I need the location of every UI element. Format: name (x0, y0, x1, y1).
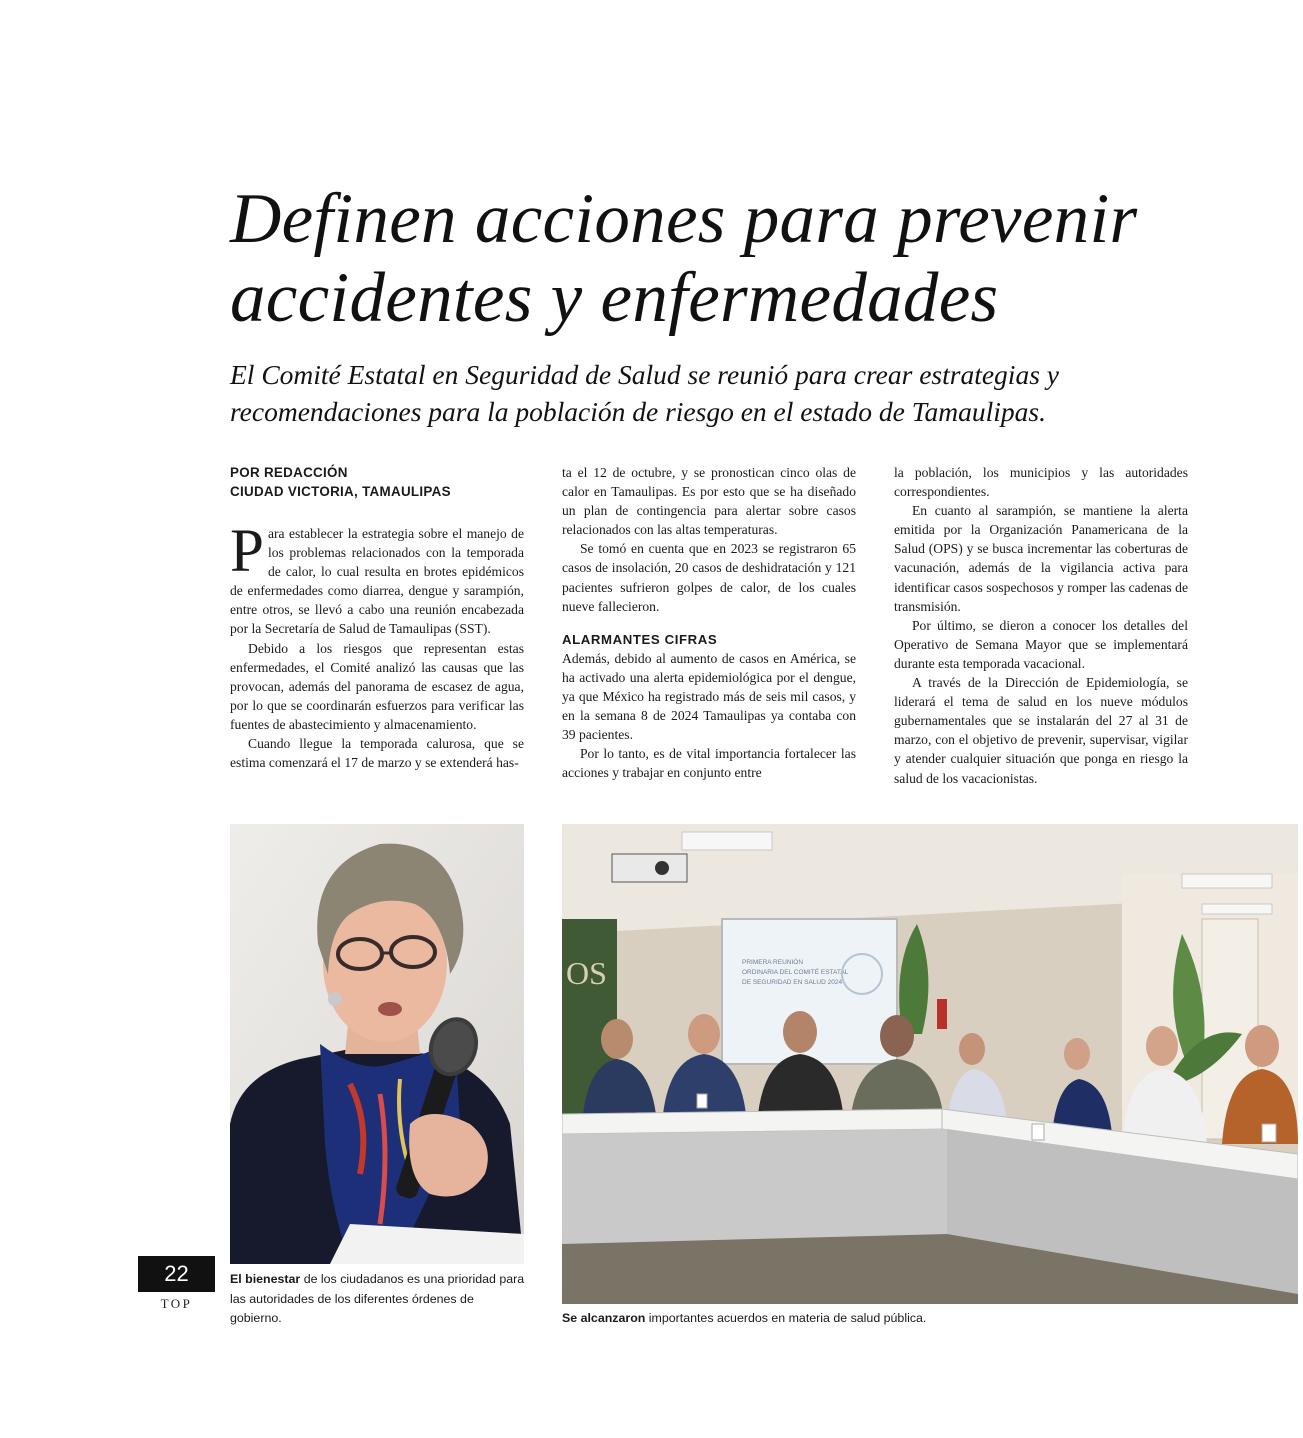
paragraph-9: A través de la Dirección de Epidemiología, se liderará el tema de salud en los nueve módulos gubernamentales que se instalarán del 27 al 31 de marzo, con el objetivo de prevenir, supervisar, vigilar y atender cualquier situación que ponga en riesgo la salud de los vacacionistas. (894, 675, 1188, 786)
paragraph-6-part-1: Por lo tanto, es de vital importancia fortalecer las acciones y trabajar en conjunto entre (562, 746, 856, 781)
paragraph-5: Además, debido al aumento de casos en América, se ha activado una alerta epidemiológica por el dengue, ya que México ha registrado más de seis mil casos, y en la semana 8 de 2024 Tamaulipas ya contaba con 39 pacientes. (562, 650, 856, 743)
paragraph-1-text: ara establecer la estrategia sobre el manejo de los problemas relacionados con la temporada de calor, lo cual resulta en brotes epidémicos de enfermedades como diarrea, dengue y sarampión, entre otros, se llevó a cabo una reunión encabezada por la Secretaría de Salud de Tamaulipas (SST). (230, 526, 524, 637)
paragraph-4: Se tomó en cuenta que en 2023 se registraron 65 casos de insolación, 20 casos de deshidratación y 121 pacientes sufrieron golpes de calor, de los cuales nueve fallecieron. (562, 541, 856, 614)
column-3 (894, 463, 1188, 788)
subhead-line-1: El Comité Estatal en Seguridad de Salud se reunió para crear estrategias y (230, 359, 1059, 390)
photo-meeting (562, 824, 1298, 1304)
caption-1-text: de los ciudadanos es una prioridad para las autoridades de los diferentes órdenes de gobierno. (230, 1272, 525, 1325)
paragraph-1 (230, 518, 524, 639)
paragraph-8: Por último, se dieron a conocer los detalles del Operativo de Semana Mayor que se implementará durante esta temporada vacacional. (894, 617, 1188, 671)
magazine-name: TOP (160, 1296, 193, 1311)
paragraph-3-part-2: ta el 12 de octubre, y se pronostican cinco olas de calor en Tamaulipas. Es por esto que se ha diseñado un plan de contingencia para alertar sobre casos relacionados con las altas temperaturas. (562, 465, 856, 538)
subheadline (230, 356, 1190, 430)
screen-line-1: PRIMERA REUNIÓN (742, 959, 804, 966)
byline-author: POR REDACCIÓN (230, 465, 348, 480)
drop-cap: P (230, 518, 264, 585)
headline (230, 180, 1230, 338)
headline-line-2: accidentes y enfermedades (230, 259, 999, 337)
caption-1-lead: El bienestar (230, 1272, 301, 1286)
column-2 (562, 463, 856, 782)
screen-line-2: ORDINARIA DEL COMITÉ ESTATAL (742, 969, 849, 976)
caption-photo-meeting (562, 1309, 1162, 1329)
byline-location: CIUDAD VICTORIA, TAMAULIPAS (230, 484, 451, 499)
wall-letters: OS (566, 955, 607, 991)
page-number: 22 (138, 1256, 215, 1292)
byline (230, 463, 524, 501)
paragraph-2: Debido a los riesgos que representan estas enfermedades, el Comité analizó las causas que las provocan, además del panorama de escasez de agua, por lo que se coordinarán esfuerzos para verificar las fuentes de abastecimiento y almacenamiento. (230, 640, 524, 732)
headline-line-1: Definen acciones para prevenir (230, 180, 1138, 258)
paragraph-3-part-1: Cuando llegue la temporada calurosa, que se estima comenzará el 17 de marzo y se extenderá has- (230, 736, 524, 771)
column-1 (230, 463, 524, 772)
screen-line-3: DE SEGURIDAD EN SALUD 2024 (742, 979, 843, 986)
caption-2-text: importantes acuerdos en materia de salud pública. (645, 1311, 927, 1325)
paragraph-7: En cuanto al sarampión, se mantiene la alerta emitida por la Organización Panamericana de la Salud (OPS) y se busca incrementar las coberturas de vacunación, además de la vigilancia activa para identificar casos sospechosos y romper las cadenas de transmisión. (894, 503, 1188, 614)
photo-speaker (230, 824, 524, 1264)
meeting-illustration (562, 824, 1298, 1304)
caption-photo-speaker (230, 1270, 528, 1329)
speaker-illustration (230, 824, 524, 1264)
section-subheading: ALARMANTES CIFRAS (562, 631, 718, 647)
paragraph-6-part-2: la población, los municipios y las autoridades correspondientes. (894, 465, 1188, 500)
subhead-line-2: recomendaciones para la población de riesgo en el estado de Tamaulipas. (230, 396, 1046, 427)
caption-2-lead: Se alcanzaron (562, 1311, 646, 1325)
